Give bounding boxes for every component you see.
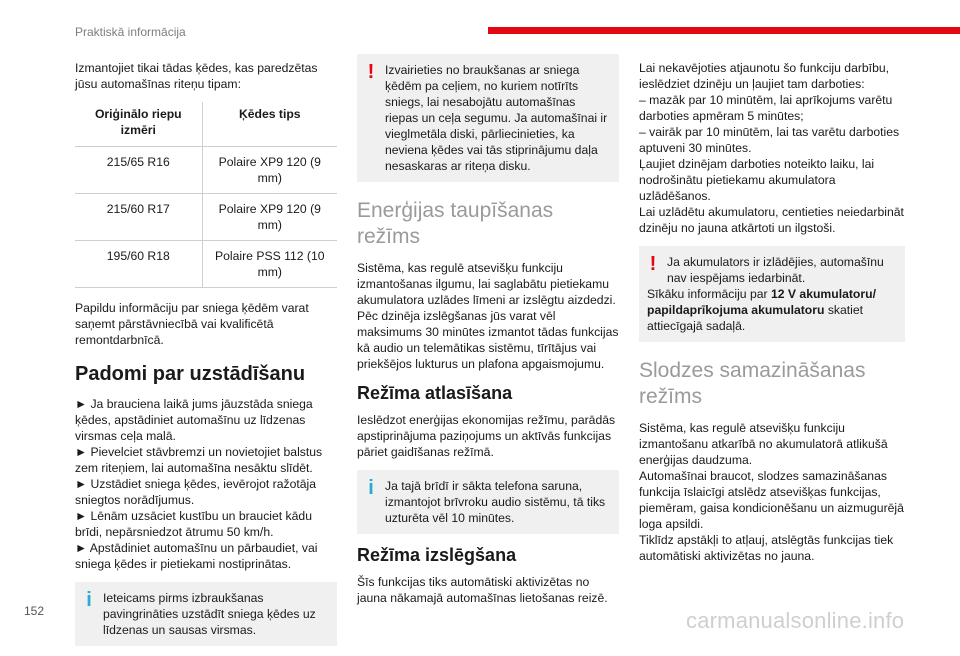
paragraph: Ļaujiet dzinējam darboties noteikto laiku, lai nodrošinātu pietiekamu akumulatora uzlādēšanos.: [639, 157, 875, 203]
list-item: ► Lēnām uzsāciet kustību un brauciet kādu brīdi, nepārsniedzot ātrumu 50 km/h.: [75, 509, 312, 539]
warning-box: [639, 246, 905, 342]
table-cell: Polaire XP9 120 (9 mm): [202, 147, 337, 194]
column-2: [357, 54, 619, 606]
header-accent-bar: [488, 27, 960, 34]
list-item: – vairāk par 10 minūtēm, lai tas varētu darboties aptuveni 30 minūtes.: [639, 125, 900, 155]
load-reduction-text: Automašīnai braucot, slodzes samazināšanas funkcija īslaicīgi atslēdz atsevišķas funkcijas, piemēram, gaisa kondicionēšanu un aizmugurējā loga apsildi.: [639, 469, 904, 531]
info-box: [75, 582, 337, 646]
section-heading-installation-tips: Padomi par uzstādīšanu: [75, 363, 306, 385]
section-heading-energy-saving: Enerģijas taupīšanas režīms: [357, 199, 554, 248]
warning-box-text: Izvairieties no braukšanas ar sniega ķēdēm pa ceļiem, no kuriem notīrīts sniegs, lai nesabojātu automašīnas riepas un ceļa segumu. Ja automašīnai ir vieglmetāla diski, pārliecinieties, ka neviena ķēdes vai tās stiprinājumu daļa nesaskaras ar riteņa disku.: [385, 63, 608, 173]
table-cell: Polaire XP9 120 (9 mm): [202, 194, 337, 241]
watermark: carmanualsonline.info: [686, 608, 905, 633]
warning-icon: !: [649, 253, 657, 275]
more-prefix: Sīkāku informāciju par: [647, 287, 771, 301]
mode-selection-text: Ieslēdzot enerģijas ekonomijas režīmu, parādās apstiprinājuma paziņojums un aktīvās funkcijas pāriet gaidīšanas režīmā.: [357, 413, 616, 459]
column-3: [639, 60, 905, 564]
table-cell: Polaire PSS 112 (10 mm): [202, 241, 337, 288]
table-cell: 215/65 R16: [75, 147, 202, 194]
battery-reference: 12 V akumulatoru/ papildaprīkojuma akumulatoru: [647, 287, 876, 317]
page-header-title: Praktiskā informācija: [75, 25, 186, 39]
page-number: 152: [24, 604, 45, 618]
load-reduction-text: Tiklīdz apstākļi to atļauj, atslēgtās funkcijas tiek automātiski aktivizētas no jauna.: [639, 533, 894, 563]
chains-intro: Izmantojiet tikai tādas ķēdes, kas paredzētas jūsu automašīnas riteņu tipam:: [75, 61, 318, 91]
additional-info-text: Papildu informāciju par sniega ķēdēm varat saņemt pārstāvniecībā vai kvalificētā remontdarbnīcā.: [75, 301, 309, 347]
column-1: [75, 60, 337, 656]
table-header-cell: Oriģinālo riepu izmēri: [75, 102, 202, 147]
subheading-mode-exit: Režīma izslēgšana: [357, 545, 517, 565]
info-icon: i: [368, 477, 374, 499]
subheading-mode-selection: Režīma atlasīšana: [357, 383, 513, 403]
table-row: [75, 147, 337, 194]
warning-box: [357, 54, 619, 182]
info-box-text: Ieteicams pirms izbraukšanas pavingrināties uzstādīt sniega ķēdes uz līdzenas un sausas virsmas.: [103, 591, 316, 637]
energy-saving-text: Sistēma, kas regulē atsevišķu funkciju izmantošanas ilgumu, lai saglabātu pietiekamu akumulatora uzlādes līmeni ar izslēgtu aizdedzi. Pēc dzinēja izslēgšanas jūs varat vēl maksimums 30 minūtes izmantot tādas funkcijas kā audio un telemātikas sistēmu, tīrītājus vai priekšējos lukturus un plafona apgaismojumu.: [357, 261, 619, 371]
table-row: [75, 241, 337, 288]
list-item: ► Ja brauciena laikā jums jāuzstāda sniega ķēdes, apstādiniet automašīnu uz līdzenas virsmas ceļa malā.: [75, 397, 313, 443]
restore-intro: Lai nekavējoties atjaunotu šo funkciju darbību, ieslēdziet dzinēju un ļaujiet tam darboties:: [639, 61, 890, 91]
table-header-cell: Ķēdes tips: [202, 102, 337, 147]
list-item: ► Apstādiniet automašīnu un pārbaudiet, vai sniega ķēdes ir pietiekami nostiprinātas.: [75, 541, 318, 571]
paragraph: Lai uzlādētu akumulatoru, centieties neiedarbināt dzinēju no jauna atkārtoti un ilgstoši.: [639, 205, 904, 235]
table-header-row: [75, 102, 337, 147]
warning-box-more: [647, 286, 897, 334]
section-heading-load-reduction: Slodzes samazināšanas režīms: [639, 359, 866, 408]
warning-box-text: Ja akumulators ir izlādējies, automašīnu nav iespējams iedarbināt.: [667, 255, 884, 285]
mode-exit-text: Šīs funkcijas tiks automātiski aktivizētas no jauna nākamajā automašīnas lietošanas reizē.: [357, 575, 608, 605]
info-box-text: Ja tajā brīdī ir sākta telefona saruna, izmantojot brīvroku audio sistēmu, tā tiks uzturēta vēl 10 minūtes.: [385, 479, 606, 525]
list-item: – mazāk par 10 minūtēm, lai aprīkojums varētu darboties apmēram 5 minūtes;: [639, 93, 893, 123]
table-row: [75, 194, 337, 241]
table-cell: 195/60 R18: [75, 241, 202, 288]
table-cell: 215/60 R17: [75, 194, 202, 241]
more-suffix: skatiet attiecīgajā sadaļā.: [647, 303, 864, 333]
warning-icon: !: [367, 61, 375, 83]
info-box: [357, 470, 619, 534]
list-item: ► Pievelciet stāvbremzi un novietojiet balstus zem riteņiem, lai automašīna nesāktu slīdēt.: [75, 445, 323, 475]
info-icon: i: [86, 589, 92, 611]
tire-chain-table: [75, 102, 337, 288]
load-reduction-text: Sistēma, kas regulē atsevišķu funkciju izmantošanu atkarībā no akumulatorā atlikušā enerģijas daudzuma.: [639, 421, 888, 467]
list-item: ► Uzstādiet sniega ķēdes, ievērojot ražotāja sniegtos norādījumus.: [75, 477, 317, 507]
